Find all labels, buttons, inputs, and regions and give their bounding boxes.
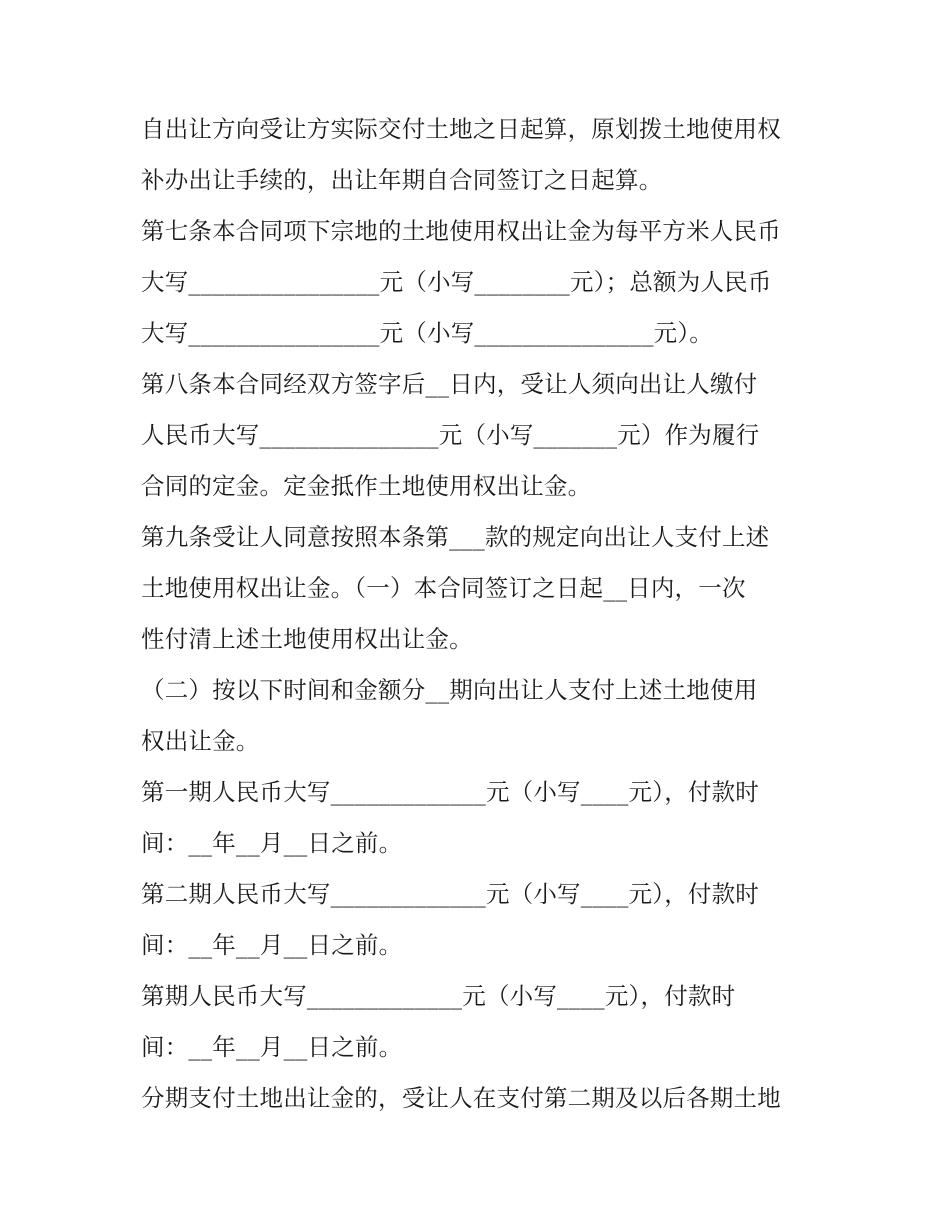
document-body — [141, 104, 841, 1124]
text-line: 第一期人民币大写_____________元（小写____元），付款时 — [141, 778, 759, 806]
text-line: 分期支付土地出让金的，受让人在支付第二期及以后各期土地 — [141, 1084, 781, 1112]
text-line: 第八条本合同经双方签字后__日内，受让人须向出让人缴付 — [141, 370, 758, 398]
text-line: 土地使用权出让金。（一）本合同签订之日起__日内，一次 — [141, 574, 746, 602]
text-line: （二）按以下时间和金额分__期向出让人支付上述土地使用 — [141, 676, 758, 704]
text-line: 第七条本合同项下宗地的土地使用权出让金为每平方米人民币 — [141, 217, 781, 245]
text-line: 第九条受让人同意按照本条第___款的规定向出让人支付上述 — [141, 523, 770, 551]
text-line: 大写________________元（小写_______________元）。 — [141, 319, 713, 347]
text-line: 第二期人民币大写_____________元（小写____元），付款时 — [141, 880, 759, 908]
text-line: 间：__年__月__日之前。 — [141, 1033, 403, 1061]
text-line: 第期人民币大写_____________元（小写____元），付款时 — [141, 982, 736, 1010]
text-line: 性付清上述土地使用权出让金。 — [141, 625, 473, 653]
text-line: 权出让金。 — [141, 727, 260, 755]
text-line: 合同的定金。定金抵作土地使用权出让金。 — [141, 472, 592, 500]
text-line: 大写________________元（小写________元）；总额为人民币 — [141, 268, 772, 296]
text-line: 间：__年__月__日之前。 — [141, 931, 403, 959]
text-line: 间：__年__月__日之前。 — [141, 829, 403, 857]
text-line: 人民币大写_______________元（小写_______元）作为履行 — [141, 421, 760, 449]
text-line: 自出让方向受让方实际交付土地之日起算，原划拨土地使用权 — [141, 115, 781, 143]
text-line: 补办出让手续的，出让年期自合同签订之日起算。 — [141, 166, 663, 194]
